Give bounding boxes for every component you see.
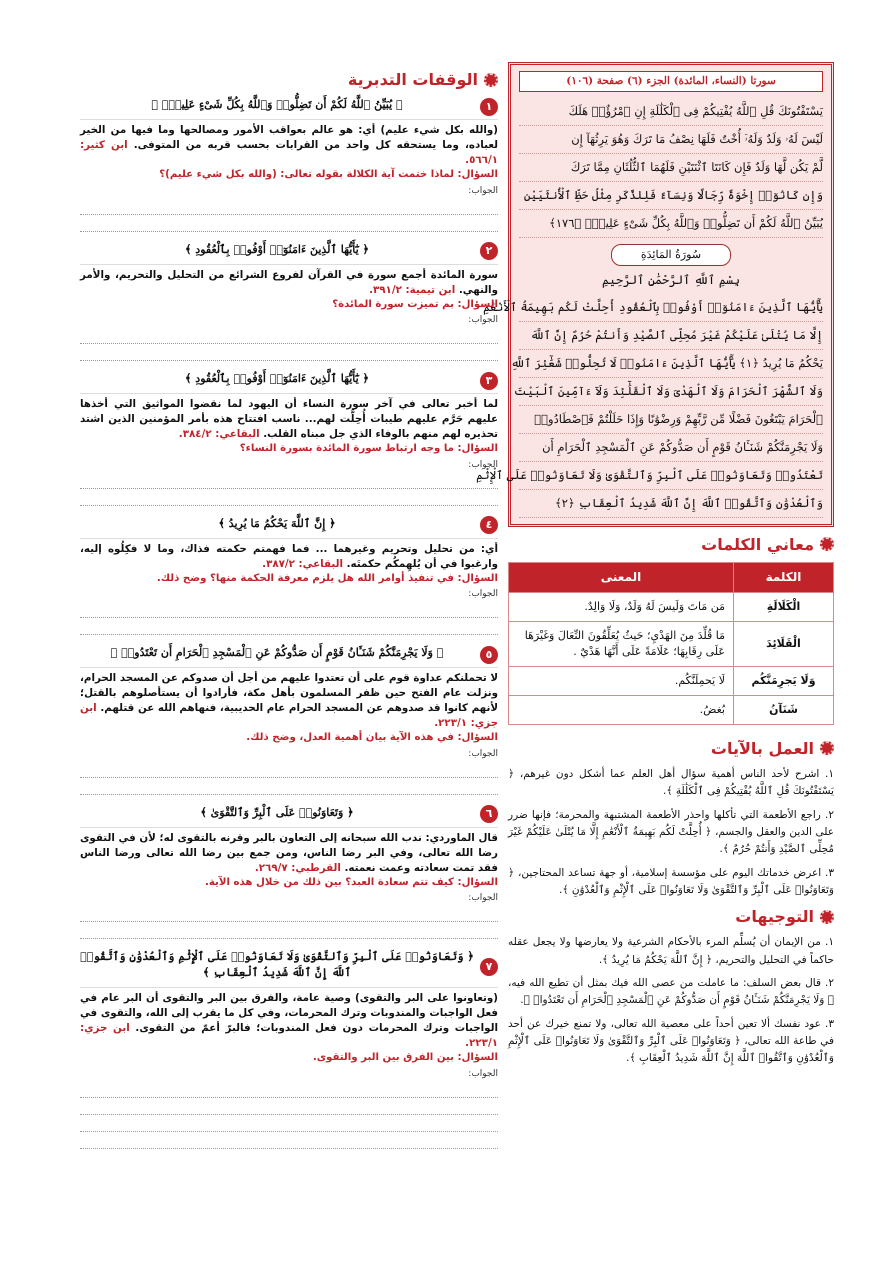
guidance-item: ٢. قال بعض السلف: ما عاملت من عصى الله فيك بمثل أن تطيع الله فيه، ﴿ وَلَا يَجْرِمَنَّكُمْ شَنَـَٔانُ قَوْمٍ أَن صَدُّوكُمْ عَنِ ٱلْمَسْجِدِ ٱلْحَرَامِ أَن تَعْتَدُوا۟ ﴾. [508, 977, 834, 1007]
item-question: السؤال: ما وجه ارتباط سورة المائدة بسورة النساء؟ [239, 443, 498, 455]
item-reference: ابن جزي: ٢٢٣/١. [80, 1022, 498, 1050]
quran-nisa-lines [519, 98, 823, 238]
item-body-text: قال الماوردي: ندب الله سبحانه إلى التعاون بالبر وقرنه بالتقوى له؛ لأن في التقوى رضا الله تعالى، وفي البر رضا الناس، ومن جمع بين رضا الله تعالى ورضا الناس فقد تمت سعادته وعمت نعمته. [80, 831, 498, 874]
reflection-header [80, 371, 498, 394]
flower-icon [484, 73, 498, 87]
reflection-item [80, 645, 498, 794]
answer-line[interactable] [80, 922, 498, 939]
guidance-item: ١. من الإيمان أن يُسلِّم المرء بالأحكام الشرعية ولا يعارضها ولا يجعل عقله حاكماً في التحليل والتحريم، ﴿ إِنَّ ٱللَّهَ يَحْكُمُ مَا يُرِيدُ ﴾. [508, 936, 834, 966]
item-body [80, 671, 498, 731]
item-question: السؤال: في هذه الآية بيان أهمية العدل، وضح ذلك. [246, 732, 498, 744]
quran-line: يَسْتَفْتُونَكَ قُلِ ٱللَّهُ يُفْتِيكُمْ فِى ٱلْكَلَٰلَةِ إِنِ ٱمْرُؤٌا۟ هَلَكَ [519, 98, 823, 126]
reflection-item [80, 805, 498, 940]
quran-line: وَإِن كَانُوٓا۟ إِخْوَةً رِّجَالًا وَنِسَآءً فَلِلذَّكَرِ مِثْلُ حَظِّ ٱلْأُنثَيَيْنِ [519, 182, 823, 210]
answer-line[interactable] [80, 905, 498, 922]
reflection-header [80, 97, 498, 120]
surah-title-banner: سُورَةُ المَائِدَةِ [611, 244, 731, 266]
item-number-badge: ٢ [480, 242, 498, 260]
answer-label: الجواب: [468, 459, 498, 470]
item-number-badge: ٤ [480, 516, 498, 534]
basmala: بِسْمِ ٱللَّهِ ٱلرَّحْمَٰنِ ٱلرَّحِيمِ [601, 273, 740, 288]
reflection-header [80, 949, 498, 988]
item-number-badge: ٧ [480, 958, 498, 976]
item-number-badge: ١ [480, 98, 498, 116]
quran-line: وَلَا ٱلشَّهْرَ ٱلْحَرَامَ وَلَا ٱلْهَدْىَ وَلَا ٱلْقَلَٰٓئِدَ وَلَآ ءَآمِّينَ ٱلْبَيْتَ [519, 378, 823, 406]
item-body [80, 991, 498, 1051]
meaning-column-header: المعنى [509, 562, 734, 592]
answer-label: الجواب: [468, 315, 498, 326]
item-question: السؤال: بين الفرق بين البر والتقوى. [312, 1052, 498, 1064]
word-column-header: الكلمة [734, 562, 834, 592]
guidance-list [508, 934, 834, 1067]
answer-line[interactable] [80, 761, 498, 778]
word-row [509, 695, 834, 724]
reflection-item [80, 949, 498, 1148]
item-verse: ﴿ وَتَعَاوَنُوا۟ عَلَى ٱلْبِرِّ وَٱلتَّقْوَىٰ وَلَا تَعَاوَنُوا۟ عَلَى ٱلْإِثْمِ وَٱلْعُدْوَٰنِ وَٱتَّقُوا۟ ٱللَّهَ إِنَّ ٱللَّهَ شَدِيدُ ٱلْعِقَابِ ﴾ [80, 950, 474, 980]
answer-line[interactable] [80, 344, 498, 361]
item-question: السؤال: لماذا ختمت آية الكلالة بقوله تعالى: (والله بكل شيء عليم)؟ [159, 168, 498, 180]
item-verse: ﴿ وَتَعَاوَنُوا۟ عَلَى ٱلْبِرِّ وَٱلتَّقْوَىٰ ﴾ [200, 805, 354, 819]
item-number-badge: ٦ [480, 805, 498, 823]
guidance-item: ٣. عود نفسك ألا تعين أحداً على معصية الله تعالى، ولا تمنع خيرك عن أحد في طاعة الله تعالى، ﴿ وَتَعَاوَنُوا۟ عَلَى ٱلْبِرِّ وَٱلتَّقْوَىٰ وَلَا تَعَاوَنُوا۟ عَلَى ٱلْإِثْمِ وَٱلْعُدْوَٰنِ وَٱتَّقُوا۟ ٱللَّهَ إِنَّ ٱللَّهَ شَدِيدُ ٱلْعِقَابِ ﴾. [508, 1017, 834, 1065]
item-body-text: لما أخبر تعالى في آخر سورة النساء أن اليهود لما نقضوا المواثيق التي أخذها عليهم حَرَّم عليهم طيبات أُحِلَّت لهم... ناسب افتتاح هذه بأمر المؤمنين الذين اشتد تحذيره لهم منهم بالوفاء الذي جل مبناه القلب. [80, 398, 498, 441]
quran-line: يَٰٓأَيُّهَا ٱلَّذِينَ ءَامَنُوٓا۟ أَوْفُوا۟ بِٱلْعُقُودِ أُحِلَّتْ لَكُم بَهِيمَةُ ٱلْأَنْعَٰمِ [519, 294, 823, 322]
flower-icon [820, 741, 834, 755]
left-column [80, 62, 498, 1159]
item-body [80, 831, 498, 876]
quran-line: يُبَيِّنُ ٱللَّهُ لَكُمْ أَن تَضِلُّوا۟ وَٱللَّهُ بِكُلِّ شَىْءٍ عَلِيمٌۢ ﴿١٧٦﴾ [519, 210, 823, 238]
item-verse: ﴿ يَٰٓأَيُّهَا ٱلَّذِينَ ءَامَنُوٓا۟ أَوْفُوا۟ بِٱلْعُقُودِ ﴾ [185, 242, 369, 256]
word-cell: الْقَلَائِدَ [734, 622, 834, 667]
word-meanings-table [508, 562, 834, 725]
item-reference: ابن جزي: ٢٢٣/١. [80, 702, 498, 730]
answer-line[interactable] [80, 618, 498, 635]
word-row [509, 622, 834, 667]
answer-line[interactable] [80, 215, 498, 232]
answer-line[interactable] [80, 1098, 498, 1115]
quran-line: لَّمْ يَكُن لَّهَا وَلَدٌ فَإِن كَانَتَا ٱثْنَتَيْنِ فَلَهُمَا ٱلثُّلُثَانِ مِمَّا تَرَكَ [519, 154, 823, 182]
meaning-cell: مَا قُلِّدَ مِنَ الهَدْيِ؛ حَيثُ يُعَلِّقُونَ النِّعَالَ وَغَيْرَهَا عَلَى رِقَابِهَا؛ عَلَامَةً عَلَى أَنَّهَا هَدْيٌ . [509, 622, 734, 667]
answer-line[interactable] [80, 198, 498, 215]
item-reference: البقاعي: ٣٨٧/٢. [262, 557, 343, 570]
quran-line: إِلَّا مَا يُتْلَىٰ عَلَيْكُمْ غَيْرَ مُحِلِّى ٱلصَّيْدِ وَأَنتُمْ حُرُمٌ إِنَّ ٱللَّهَ [519, 322, 823, 350]
quran-line: لَيْسَ لَهُۥ وَلَدٌ وَلَهُۥٓ أُخْتٌ فَلَهَا نِصْفُ مَا تَرَكَ وَهُوَ يَرِثُهَآ إِن [519, 126, 823, 154]
item-number-badge: ٥ [480, 646, 498, 664]
item-verse: ﴿ وَلَا يَجْرِمَنَّكُمْ شَنَـَٔانُ قَوْمٍ أَن صَدُّوكُمْ عَنِ ٱلْمَسْجِدِ ٱلْحَرَامِ أَن تَعْتَدُوا۟ ﴾ [110, 646, 444, 660]
answer-label: الجواب: [468, 589, 498, 600]
meaning-cell: بُغضُ. [509, 695, 734, 724]
item-reference: ابن كثير: ٥٦٦/١. [80, 139, 498, 166]
quran-line: ٱلْحَرَامَ يَبْتَغُونَ فَضْلًا مِّن رَّبِّهِمْ وَرِضْوَٰنًا وَإِذَا حَلَلْتُمْ فَٱصْطَادُوا۟ [519, 406, 823, 434]
answer-line[interactable] [80, 489, 498, 506]
item-verse: ﴿ يُبَيِّنُ ٱللَّهُ لَكُمْ أَن تَضِلُّوا۟ وَٱللَّهُ بِكُلِّ شَىْءٍ عَلِيمٌۢ ﴾ [151, 98, 403, 112]
answer-line[interactable] [80, 601, 498, 618]
item-question: السؤال: كيف تتم سعادة العبد؟ بين ذلك من خلال هذه الآية. [205, 876, 498, 888]
item-body [80, 268, 498, 298]
answer-label: الجواب: [468, 1068, 498, 1079]
item-reference: البقاعي: ٣٨٤/٢. [178, 428, 260, 441]
guidance-section-title: التوجيهات [508, 905, 834, 928]
item-body [80, 542, 498, 572]
item-verse: ﴿ يَٰٓأَيُّهَا ٱلَّذِينَ ءَامَنُوٓا۟ أَوْفُوا۟ بِٱلْعُقُودِ ﴾ [185, 372, 369, 386]
item-number-badge: ٣ [480, 372, 498, 390]
quran-page-header: سورتا (النساء، المائدة) الجزء (٦) صفحة (١٠٦) [519, 71, 823, 92]
actions-list [508, 766, 834, 899]
answer-label: الجواب: [468, 893, 498, 904]
quran-line: يَحْكُمُ مَا يُرِيدُ ﴿١﴾ يَٰٓأَيُّهَا ٱلَّذِينَ ءَامَنُوا۟ لَا تُحِلُّوا۟ شَعَٰٓئِرَ ٱللَّهِ [519, 350, 823, 378]
action-item: ٣. اعرض خدماتك اليوم على مؤسسة إسلامية، أو جهة تساعد المحتاجين، ﴿ وَتَعَاوَنُوا۟ عَلَى ٱلْبِرِّ وَٱلتَّقْوَىٰ وَلَا تَعَاوَنُوا۟ عَلَى ٱلْإِثْمِ وَٱلْعُدْوَٰنِ ﴾. [508, 866, 834, 896]
answer-label: الجواب: [468, 748, 498, 759]
item-body [80, 123, 498, 168]
answer-line[interactable] [80, 472, 498, 489]
quran-line: تَعْتَدُوا۟ وَتَعَاوَنُوا۟ عَلَى ٱلْبِرِّ وَٱلتَّقْوَىٰ وَلَا تَعَاوَنُوا۟ عَلَى ٱلْإِثْمِ [519, 462, 823, 490]
answer-label: الجواب: [468, 185, 498, 196]
answer-line[interactable] [80, 1115, 498, 1132]
reflection-item [80, 242, 498, 362]
meaning-cell: لَا يَحمِلَنَّكُم. [509, 666, 734, 695]
word-row [509, 666, 834, 695]
item-reference: ابن تيمية: ٣٩١/٢. [369, 283, 456, 296]
item-question: السؤال: في تنفيذ أوامر الله هل يلزم معرفة الحكمة منها؟ وضح ذلك. [156, 572, 498, 584]
item-body [80, 397, 498, 442]
item-body-text: سورة المائدة أجمع سورة في القرآن لفروع الشرائع من التحليل والتحريم، والأمر والنهي. [80, 268, 498, 296]
actions-section-title: العمل بالآيات [508, 737, 834, 760]
reflections-section-title: الوقفات التدبرية [80, 68, 498, 91]
meanings-section-title: معاني الكلمات [508, 533, 834, 556]
reflection-header [80, 516, 498, 539]
item-body-text: (والله بكل شيء عليم) أي: هو عالم بعواقب الأمور ومصالحها وما فيها من الخير لعباده، وما يستحقه كل واحد من القرابات بحسب قربه من المتوفى. [80, 124, 499, 152]
reflection-header [80, 805, 498, 828]
reflections-list [80, 97, 498, 1149]
item-question: السؤال: بم تميزت سورة المائدة؟ [332, 298, 498, 310]
action-item: ٢. راجع الأطعمة التي تأكلها واحذر الأطعمة المشتبهة والمحرمة؛ فإنها ضرر على الدين والعقل والجسم، ﴿ أُحِلَّتْ لَكُم بَهِيمَةُ ٱلْأَنْعَٰمِ إِلَّا مَا يُتْلَىٰ عَلَيْكُمْ غَيْرَ مُحِلِّى ٱلصَّيْدِ وَأَنتُمْ حُرُمٌ ﴾. [508, 808, 834, 856]
answer-line[interactable] [80, 778, 498, 795]
item-verse: ﴿ إِنَّ ٱللَّهَ يَحْكُمُ مَا يُرِيدُ ﴾ [218, 516, 336, 530]
word-row [509, 593, 834, 622]
quran-line: وَلَا يَجْرِمَنَّكُمْ شَنَـَٔانُ قَوْمٍ أَن صَدُّوكُمْ عَنِ ٱلْمَسْجِدِ ٱلْحَرَامِ أَن [519, 434, 823, 462]
reflection-item [80, 371, 498, 506]
answer-line[interactable] [80, 1132, 498, 1149]
item-body-text: (وتعاونوا على البر والتقوى) وصية عامة، والفرق بين البر والتقوى أن البر عام في فعل الواجبات والمندوبات وترك المحرمات، وفي كل ما يقرب إلى الله، والتقوى في الواجبات وترك المحرمات دون فعل المندوبات؛ فالبرّ أعمّ من التقوى. [80, 992, 499, 1035]
answer-line[interactable] [80, 327, 498, 344]
word-cell: شَنَآنُ [734, 695, 834, 724]
item-body-text: لا تحملنكم عداوة قوم على أن تعتدوا عليهم من أجل أن صدوكم عن المسجد الحرام، ونزلت عام الفتح حين ظفر المسلمون بأهل مكة، فأرادوا أن يستأصلوهم بالقتل؛ لأنهم كانوا قد صدوهم عن المسجد الحرام عام الحديبية، فنهاهم الله عن قتلهم. [80, 672, 498, 715]
meaning-cell: مَن مَاتَ وَلَيسَ لَهُ وَلَدٌ، وَلَا وَالِدٌ. [509, 593, 734, 622]
quran-line: وَٱلْعُدْوَٰنِ وَٱتَّقُوا۟ ٱللَّهَ إِنَّ ٱللَّهَ شَدِيدُ ٱلْعِقَابِ ﴿٢﴾ [519, 490, 823, 518]
word-cell: الْكَلَالَةِ [734, 593, 834, 622]
flower-icon [820, 910, 834, 924]
word-cell: وَلَا يَجرِمَنَّكُم [734, 666, 834, 695]
reflection-header [80, 645, 498, 668]
reflection-item [80, 97, 498, 232]
reflection-header [80, 242, 498, 265]
item-body-text: أي: من تحليل وتحريم وغيرهما ... فما فهمتم حكمته فذاك، وما لا فكِلُوه إليه، وارغبوا في أن يُلهِمكُم حكمتَه. [80, 542, 498, 570]
flower-icon [820, 537, 834, 551]
reflection-item [80, 516, 498, 636]
answer-line[interactable] [80, 1081, 498, 1098]
item-reference: القرطبي: ٢٦٩/٧. [254, 861, 341, 874]
action-item: ١. اشرح لأحد الناس أهمية سؤال أهل العلم عما أشكل دون غيرهم، ﴿ يَسْتَفْتُونَكَ قُلِ ٱللَّهُ يُفْتِيكُمْ فِى ٱلْكَلَٰلَةِ ﴾. [508, 768, 834, 798]
